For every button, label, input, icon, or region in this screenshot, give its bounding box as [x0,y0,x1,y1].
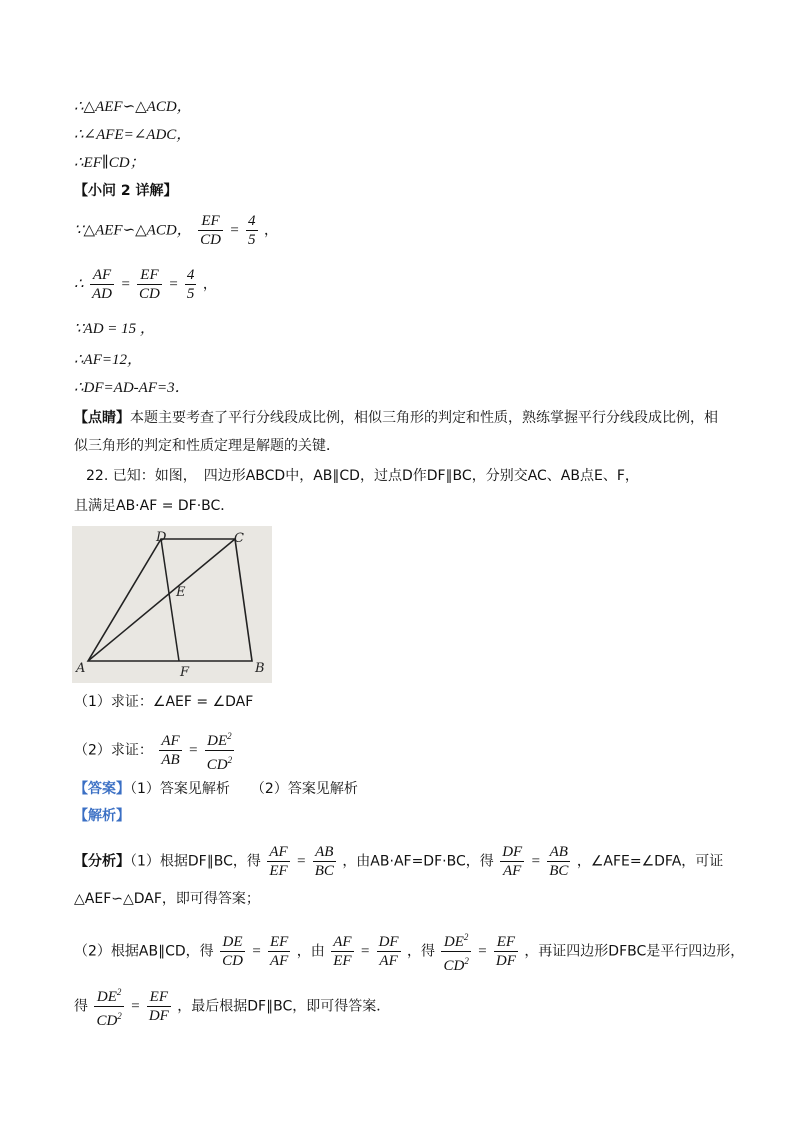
fraction-ef-cd: $\frac{EF}{CD}$ [200,213,221,248]
proof-line-6: ∴ $\frac{AF}{AD}$ = $\frac{EF}{CD}$ = $\frac{4}{5}$ ， [74,267,217,302]
fraction-df-af-2: $\frac{DF}{AF}$ [378,934,399,969]
fraction-ef-cd: $\frac{EF}{CD}$ [139,267,160,302]
label-e: E [176,585,186,600]
proof-line-7: ∵AD = 15 ， [74,321,155,337]
proof-line-2: ∴∠AFE=∠ADC， [74,127,192,143]
label-b: B [255,661,265,676]
proof-line-5: ∵△AEF∽△ACD， $\frac{EF}{CD}$ = $\frac{4}{5}$ ， [74,213,278,248]
fraction-de2-cd2-c: $\frac{DE^2}{CD^2}$ [94,983,123,1030]
proof-line-9: ∴DF=AD-AF=3． [74,380,190,396]
fraction-4-5: $\frac{4}{5}$ [186,267,195,302]
fraction-af-ef: $\frac{AF}{EF}$ [269,844,288,879]
trapezoid-figure [72,526,272,683]
fraction-af-ef-2: $\frac{AF}{EF}$ [333,934,352,969]
question-1: （1）求证：∠AEF = ∠DAF [74,694,254,710]
analysis-line-2: △AEF∽△DAF，即可得答案； [74,891,260,907]
label-c: C [234,531,244,546]
question-2: （2）求证： $\frac{AF}{AB}$ = $\frac{DE^2}{CD^2}$ [74,727,236,774]
problem-22-stem-2: 且满足AB·AF = DF·BC． [74,498,235,514]
fraction-af-ab: $\frac{AF}{AB}$ [161,733,180,768]
analysis-line-1: 【分析】（1）根据DF∥BC，得 $\frac{AF}{EF}$ = $\frac{AB}{BC}$ ，由AB·AF=DF·BC，得 $\frac{DF}{AF}$ = $\frac{AB}{BC}$ ，∠AFE=∠DFA，可证 [74,844,724,879]
analysis-line-3: （2）根据AB∥CD，得 $\frac{DE}{CD}$ = $\frac{EF}{AF}$ ，由 $\frac{AF}{EF}$ = $\frac{DF}{AF}$ ，得 $\frac{DE^2}{CD^2}$ = $\frac{EF}{DF}$ ，再证四边形DFBC是平行四边形， [74,928,744,975]
fraction-ab-bc: $\frac{AB}{BC}$ [549,844,569,879]
analysis-line-4: 得 $\frac{DE^2}{CD^2}$ = $\frac{EF}{DF}$ ，最后根据DF∥BC，即可得答案． [74,983,390,1030]
answer-line: 【答案】（1）答案见解析 （2）答案见解析 [74,781,358,797]
proof-line-8: ∴AF=12， [74,352,142,368]
fraction-ef-af: $\frac{EF}{AF}$ [269,934,289,969]
proof-line-1: ∴△AEF∽△ACD， [74,99,192,115]
fraction-ef-df-2: $\frac{EF}{DF}$ [148,989,169,1024]
comment-line-1: 【点睛】本题主要考查了平行分线段成比例，相似三角形的判定和性质，熟练掌握平行分线段成比例，相 [74,410,718,426]
figure-background [72,526,272,683]
fraction-af-ad: $\frac{AF}{AD}$ [92,267,112,302]
fraction-df-af: $\frac{DF}{AF}$ [502,844,523,879]
fraction-de-cd: $\frac{DE}{CD}$ [222,934,243,969]
fraction-ef-df: $\frac{EF}{DF}$ [495,934,516,969]
label-d: D [156,530,167,545]
label-a: A [76,661,86,676]
analysis-tag: 【解析】 [74,808,130,824]
comment-line-2: 似三角形的判定和性质定理是解题的关键． [74,438,340,454]
fraction-ab-bc: $\frac{AB}{BC}$ [314,844,334,879]
sub-question-2-header: 【小问 2 详解】 [74,183,178,199]
fraction-de2-cd2-b: $\frac{DE^2}{CD^2}$ [441,928,470,975]
fraction-de2-cd2: $\frac{DE^2}{CD^2}$ [205,727,234,774]
fraction-4-5: $\frac{4}{5}$ [248,213,256,248]
label-f: F [180,665,190,680]
proof-line-3: ∴EF∥CD； [74,155,145,171]
problem-22-stem: 22. 已知：如图， 四边形ABCD中，AB∥CD，过点D作DF∥BC，分别交AC、AB点E、F， [86,468,639,484]
